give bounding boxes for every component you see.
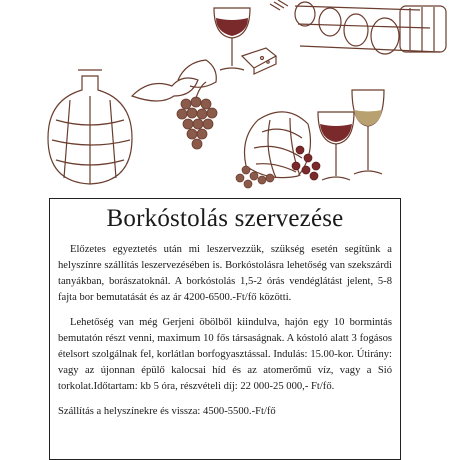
page-title: Borkóstolás szervezése <box>106 205 344 232</box>
two-wine-glasses-icon <box>318 90 384 180</box>
wicker-demijohn-icon <box>48 70 132 184</box>
wine-illustrations <box>0 0 450 200</box>
event-info-box <box>49 198 401 460</box>
wine-glass-with-cheese-icon <box>214 8 276 74</box>
wine-barrels-icon <box>270 0 446 54</box>
paragraph-transport: Szállítás a helyszínekre és vissza: 4500-5500.-Ft/fő <box>58 406 276 417</box>
grape-bunch-icon <box>132 60 217 149</box>
wicker-basket-with-grapes-icon <box>236 112 320 188</box>
paragraph-wine-tasting: Előzetes egyeztetés után mi leszervezzük, szükség esetén segítünk a helyszínre szállítás leszervezésében is. Borkóstolásra lehetőség van szekszárdi tanyákban, borászatoknál. A borkóstolás 1,5-2 órás vendéglátást jelent, 5-8 fajta bor bemutatását és az ár 4200-6500.-Ft/fő közötti. <box>58 244 392 303</box>
paragraph-boat-tasting: Lehetőség van még Gerjeni öbölből kiindulva, hajón egy 10 bormintás bemutatón részt venni, maximum 10 fős társaságnak. A kóstoló alatt 3 fogásos ételsort szolgálnak fel, korlátlan borfogyasztással. Indulás: 15.00-kor. Útirány: vagy az újonnan épülő kalocsai híd és az atomerőmű víz, vagy a Sió torkolat.Időtartam: kb 5 óra, részvételi díj: 22 000-25 000,- Ft/fő. <box>58 317 392 392</box>
